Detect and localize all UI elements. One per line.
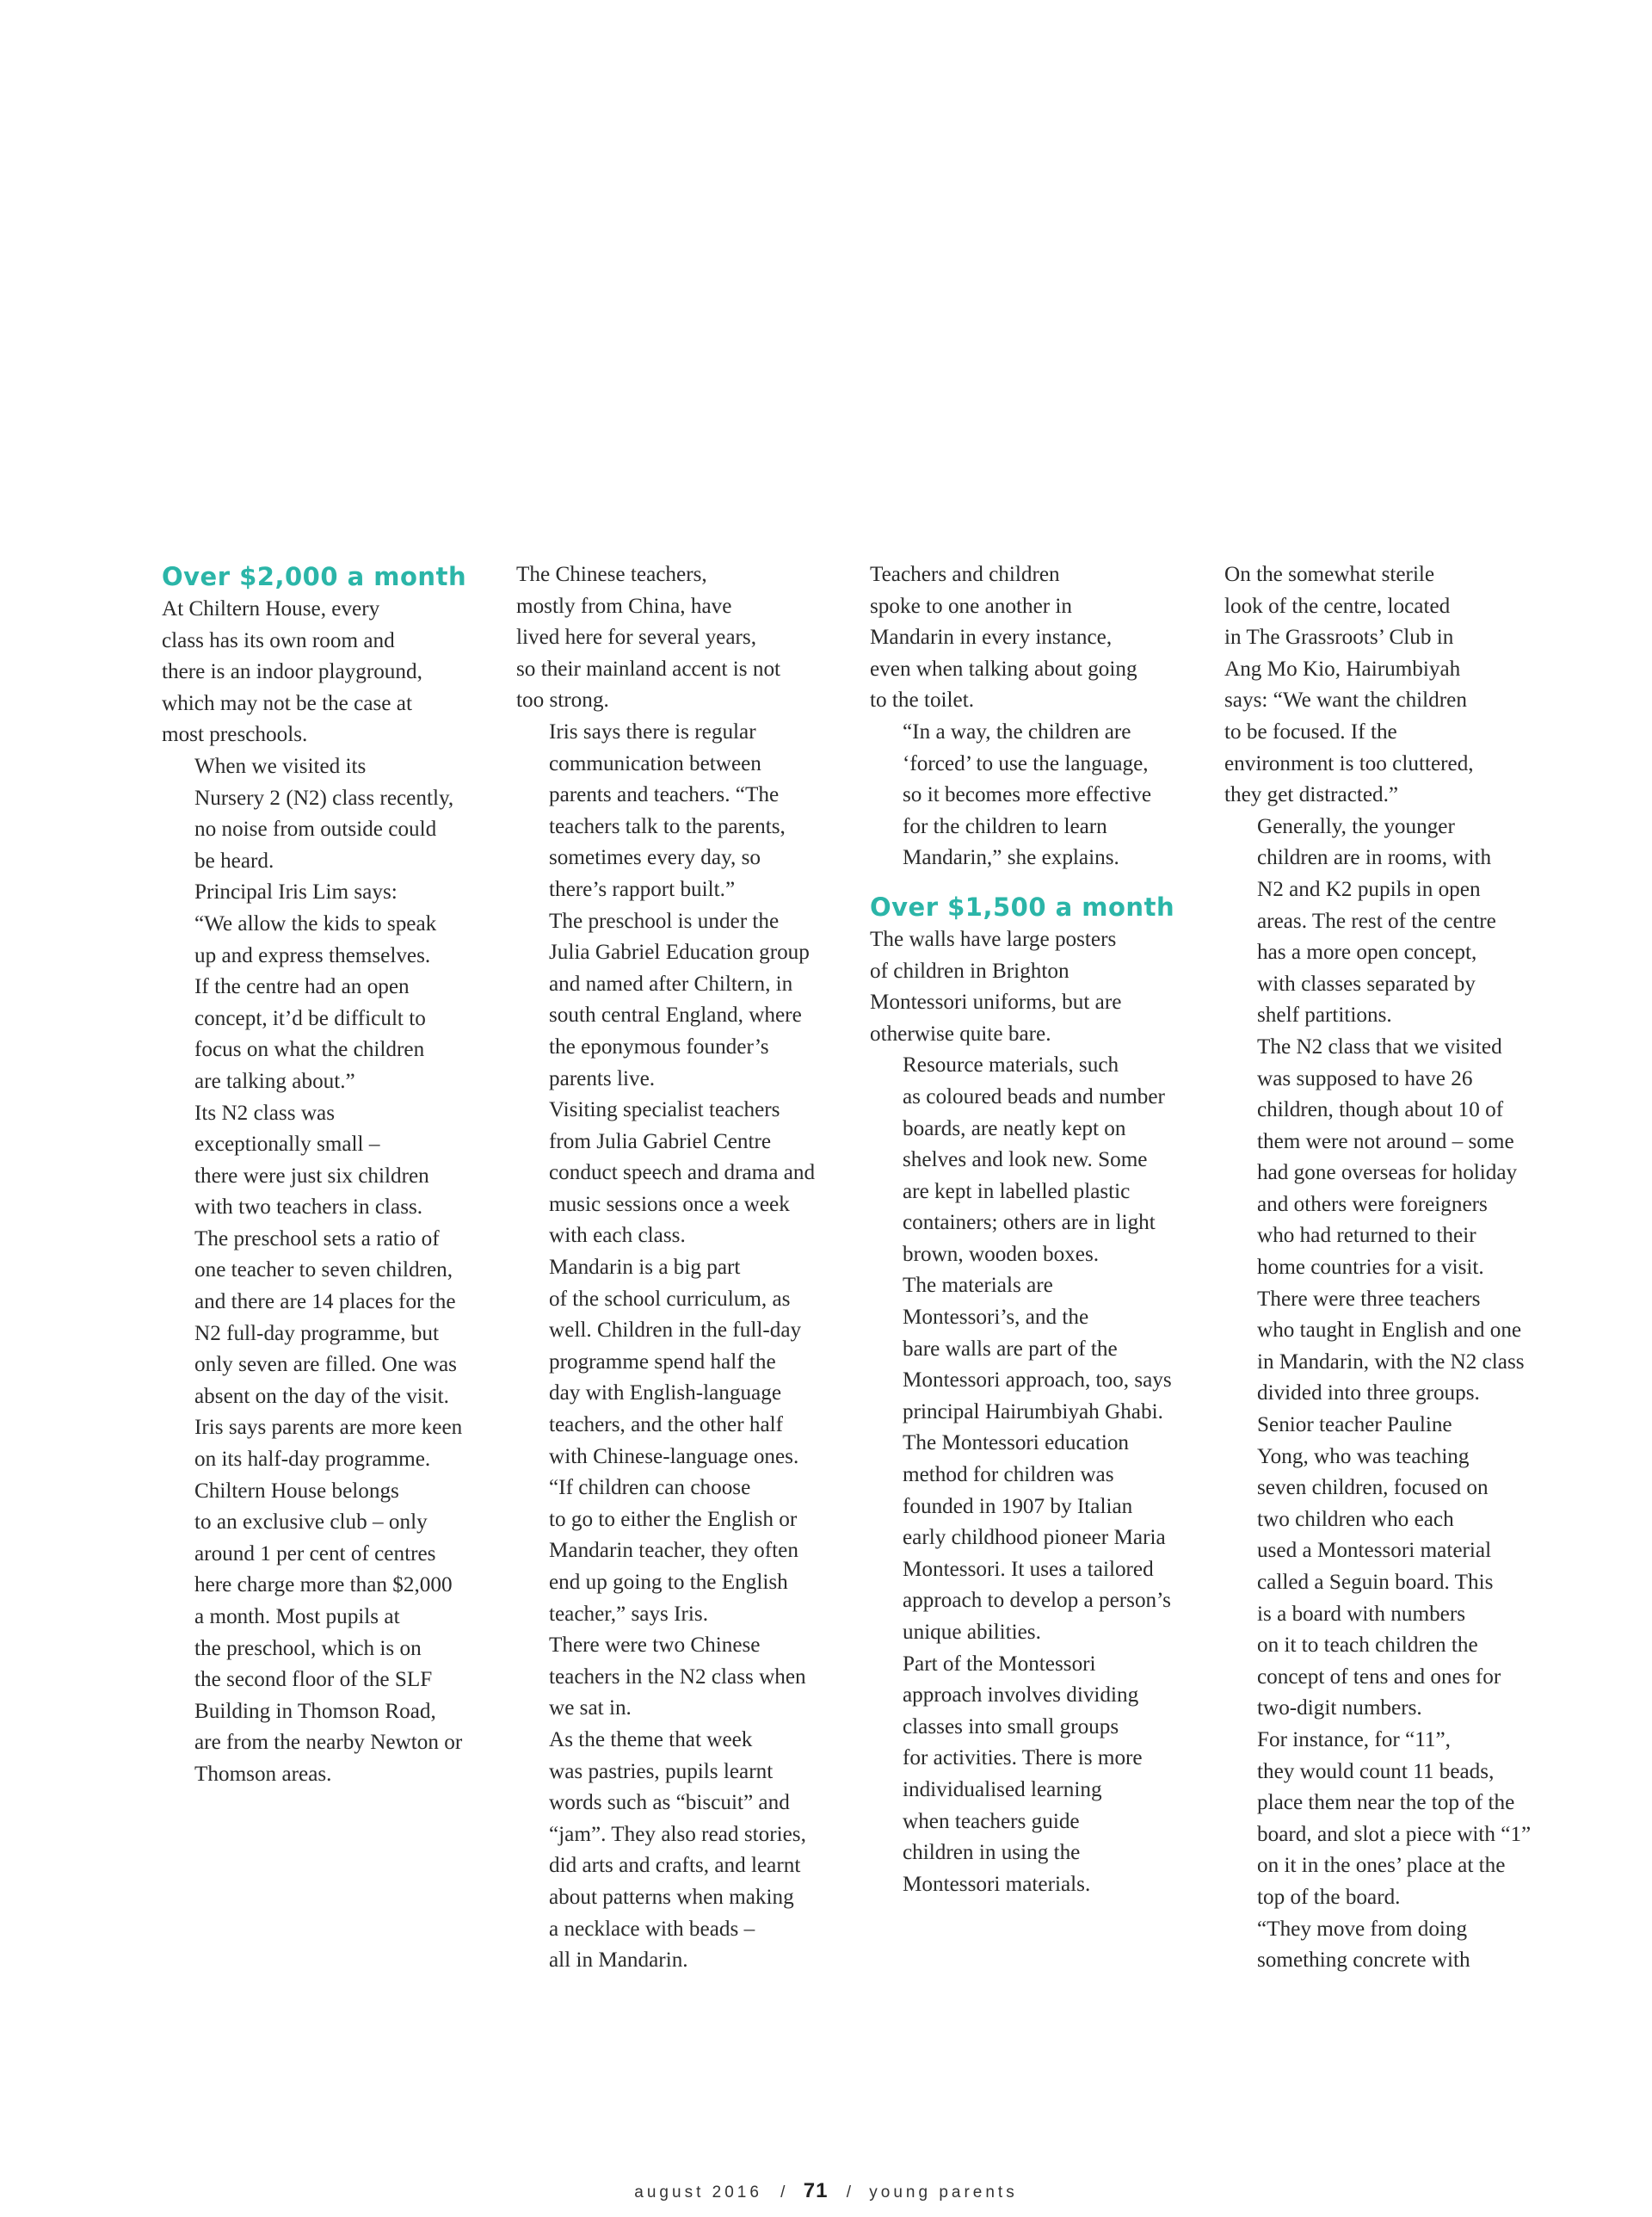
text-line: who taught in English and one xyxy=(1257,1318,1522,1343)
paragraph xyxy=(516,559,854,717)
column-3 xyxy=(870,559,1207,1900)
text-line: day with English-language xyxy=(549,1381,782,1405)
text-line: are kept in labelled plastic xyxy=(903,1179,1131,1203)
text-line: Resource materials, such xyxy=(903,1053,1119,1078)
text-line: children, though about 10 of xyxy=(1257,1098,1504,1122)
text-line: teacher,” says Iris. xyxy=(549,1602,709,1626)
text-line: are talking about.” xyxy=(194,1069,355,1093)
paragraph xyxy=(516,906,854,1096)
text-line: class has its own room and xyxy=(162,628,395,652)
text-line: parents live. xyxy=(549,1066,656,1090)
footer-separator: / xyxy=(780,2183,786,2202)
text-line: brown, wooden boxes. xyxy=(903,1242,1100,1266)
text-line: in The Grassroots’ Club in xyxy=(1224,626,1454,650)
text-line: At Chiltern House, every xyxy=(162,597,380,621)
text-line: The preschool is under the xyxy=(549,909,780,933)
column-4 xyxy=(1224,559,1562,1977)
text-line: home countries for a visit. xyxy=(1257,1256,1484,1280)
text-line: mostly from China, have xyxy=(516,594,732,618)
text-line: around 1 per cent of centres xyxy=(194,1541,436,1565)
paragraph xyxy=(516,1630,854,1725)
text-line: with classes separated by xyxy=(1257,972,1476,996)
text-line: when teachers guide xyxy=(903,1809,1080,1833)
text-line: ‘forced’ to use the language, xyxy=(903,751,1149,775)
text-line: had gone overseas for holiday xyxy=(1257,1161,1518,1185)
paragraph xyxy=(162,594,499,751)
text-line: here charge more than $2,000 xyxy=(194,1573,453,1597)
paragraph xyxy=(1224,1725,1562,1914)
text-line: “We allow the kids to speak xyxy=(194,911,437,936)
text-line: so their mainland accent is not xyxy=(516,657,781,681)
text-line: Montessori materials. xyxy=(903,1872,1091,1896)
text-line: on its half-day programme. xyxy=(194,1448,431,1472)
text-line: “If children can choose xyxy=(549,1476,751,1500)
text-line: approach involves dividing xyxy=(903,1683,1139,1708)
paragraph xyxy=(516,1095,854,1252)
text-line: one teacher to seven children, xyxy=(194,1258,453,1282)
paragraph xyxy=(516,1252,854,1473)
text-line: all in Mandarin. xyxy=(549,1948,688,1973)
text-line: Senior teacher Pauline xyxy=(1257,1413,1452,1437)
text-line: otherwise quite bare. xyxy=(870,1022,1051,1046)
text-line: and there are 14 places for the xyxy=(194,1290,456,1314)
paragraph xyxy=(162,751,499,877)
text-line: There were two Chinese xyxy=(549,1633,761,1658)
text-line: The preschool sets a ratio of xyxy=(194,1226,440,1251)
text-line: teachers talk to the parents, xyxy=(549,814,786,838)
text-line: is a board with numbers xyxy=(1257,1602,1466,1626)
text-line: are from the nearby Newton or xyxy=(194,1731,463,1755)
text-line: Yong, who was teaching xyxy=(1257,1444,1470,1468)
text-line: end up going to the English xyxy=(549,1571,788,1594)
text-line: the second floor of the SLF xyxy=(194,1668,433,1692)
text-line: from Julia Gabriel Centre xyxy=(549,1129,772,1153)
text-line: Montessori uniforms, but are xyxy=(870,991,1122,1015)
text-line: divided into three groups. xyxy=(1257,1381,1480,1405)
text-line: N2 and K2 pupils in open xyxy=(1257,877,1481,901)
text-line: they get distracted.” xyxy=(1224,783,1399,807)
text-line: even when talking about going xyxy=(870,657,1137,681)
paragraph xyxy=(870,1649,1207,1901)
text-line: Thomson areas. xyxy=(194,1762,332,1786)
text-line: of children in Brighton xyxy=(870,959,1069,983)
text-line: Julia Gabriel Education group xyxy=(549,941,810,965)
text-line: Montessori approach, too, says xyxy=(903,1368,1172,1393)
text-line: was supposed to have 26 xyxy=(1257,1066,1473,1090)
text-line: called a Seguin board. This xyxy=(1257,1571,1494,1594)
paragraph xyxy=(162,1098,499,1224)
text-line: The materials are xyxy=(903,1274,1053,1298)
text-line: board, and slot a piece with “1” xyxy=(1257,1822,1532,1846)
text-line: sometimes every day, so xyxy=(549,846,761,870)
text-line: was pastries, pupils learnt xyxy=(549,1759,774,1783)
text-line: on it in the ones’ place at the xyxy=(1257,1854,1506,1878)
paragraph xyxy=(162,1476,499,1791)
text-line: Principal Iris Lim says: xyxy=(194,880,398,905)
text-line: There were three teachers xyxy=(1257,1287,1481,1311)
paragraph xyxy=(1224,812,1562,1032)
text-line: children in using the xyxy=(903,1841,1081,1865)
text-line: founded in 1907 by Italian xyxy=(903,1494,1133,1518)
text-line: The Montessori education xyxy=(903,1431,1130,1455)
text-line: The walls have large posters xyxy=(870,927,1117,951)
text-line: The Chinese teachers, xyxy=(516,563,707,586)
text-line: Teachers and children xyxy=(870,563,1060,586)
text-line: we sat in. xyxy=(549,1696,632,1720)
text-line: environment is too cluttered, xyxy=(1224,751,1474,775)
text-line: for the children to learn xyxy=(903,814,1107,838)
text-line: Its N2 class was xyxy=(194,1101,335,1125)
text-line: says: “We want the children xyxy=(1224,689,1467,713)
text-line: Iris says there is regular xyxy=(549,719,756,744)
text-line: Chiltern House belongs xyxy=(194,1479,399,1503)
paragraph xyxy=(1224,1032,1562,1284)
text-line: two-digit numbers. xyxy=(1257,1696,1422,1720)
text-line: only seven are filled. One was xyxy=(194,1353,457,1377)
text-line: Mandarin teacher, they often xyxy=(549,1539,798,1563)
text-line: words such as “biscuit” and xyxy=(549,1791,790,1815)
text-line: for activities. There is more xyxy=(903,1746,1143,1770)
text-line: individualised learning xyxy=(903,1777,1102,1801)
text-line: As the theme that week xyxy=(549,1727,753,1751)
text-line: there’s rapport built.” xyxy=(549,877,736,901)
text-line: “jam”. They also read stories, xyxy=(549,1822,806,1846)
text-line: there is an indoor playground, xyxy=(162,660,422,684)
text-line: focus on what the children xyxy=(194,1038,425,1062)
text-line: music sessions once a week xyxy=(549,1192,790,1216)
text-line: who had returned to their xyxy=(1257,1224,1476,1248)
text-line: seven children, focused on xyxy=(1257,1476,1489,1500)
footer-separator: / xyxy=(846,2183,851,2202)
paragraph xyxy=(1224,1410,1562,1725)
text-line: containers; others are in light xyxy=(903,1211,1156,1235)
text-line: which may not be the case at xyxy=(162,691,412,715)
paragraph xyxy=(870,1270,1207,1428)
text-line: Ang Mo Kio, Hairumbiyah xyxy=(1224,657,1461,681)
text-line: and named after Chiltern, in xyxy=(549,972,793,996)
text-line: If the centre had an open xyxy=(194,975,410,999)
text-line: Mandarin,” she explains. xyxy=(903,846,1119,870)
text-line: early childhood pioneer Maria xyxy=(903,1526,1166,1550)
text-line: lived here for several years, xyxy=(516,626,757,650)
page-number: 71 xyxy=(803,2179,829,2202)
text-line: top of the board. xyxy=(1257,1885,1401,1909)
text-line: shelf partitions. xyxy=(1257,1004,1392,1028)
text-line: two children who each xyxy=(1257,1507,1454,1531)
text-line: children are in rooms, with xyxy=(1257,846,1492,870)
text-line: did arts and crafts, and learnt xyxy=(549,1854,801,1878)
text-line: exceptionally small – xyxy=(194,1133,380,1157)
text-line: parents and teachers. “The xyxy=(549,783,780,807)
text-line: shelves and look new. Some xyxy=(903,1148,1148,1172)
text-line: with each class. xyxy=(549,1224,686,1248)
page-footer xyxy=(0,2179,1652,2203)
text-line: in Mandarin, with the N2 class xyxy=(1257,1349,1525,1374)
text-line: teachers in the N2 class when xyxy=(549,1664,806,1689)
text-line: Mandarin is a big part xyxy=(549,1256,741,1280)
paragraph xyxy=(870,924,1207,1050)
text-line: The N2 class that we visited xyxy=(1257,1034,1502,1059)
text-line: boards, are neatly kept on xyxy=(903,1116,1126,1140)
text-line: place them near the top of the xyxy=(1257,1791,1515,1815)
paragraph xyxy=(162,877,499,1097)
text-line: teachers, and the other half xyxy=(549,1413,784,1437)
column-1 xyxy=(162,559,499,1791)
footer-month-year: august 2016 xyxy=(634,2183,762,2202)
text-line: up and express themselves. xyxy=(194,943,431,967)
text-line: well. Children in the full-day xyxy=(549,1318,802,1343)
text-line: there were just six children xyxy=(194,1164,429,1188)
text-line: to the toilet. xyxy=(870,689,975,713)
text-line: them were not around – some xyxy=(1257,1129,1514,1153)
text-line: no noise from outside could xyxy=(194,818,437,842)
paragraph xyxy=(516,717,854,906)
text-line: too strong. xyxy=(516,689,609,713)
text-line: south central England, where xyxy=(549,1004,802,1028)
text-line: a necklace with beads – xyxy=(549,1917,755,1941)
text-line: unique abilities. xyxy=(903,1621,1041,1644)
text-line: to be focused. If the xyxy=(1224,719,1397,744)
text-line: Part of the Montessori xyxy=(903,1652,1096,1676)
text-line: programme spend half the xyxy=(549,1349,776,1374)
text-line: classes into small groups xyxy=(903,1714,1119,1738)
paragraph xyxy=(870,559,1207,717)
column-2 xyxy=(516,559,854,1977)
text-line: concept, it’d be difficult to xyxy=(194,1006,426,1030)
text-line: concept of tens and ones for xyxy=(1257,1664,1501,1689)
text-line: of the school curriculum, as xyxy=(549,1287,791,1311)
text-line: with two teachers in class. xyxy=(194,1195,423,1220)
text-line: the preschool, which is on xyxy=(194,1636,422,1660)
section-heading-over-1500: Over $1,500 a month xyxy=(870,892,1175,922)
text-line: spoke to one another in xyxy=(870,594,1073,618)
text-line: For instance, for “11”, xyxy=(1257,1727,1451,1751)
paragraph xyxy=(870,1428,1207,1648)
footer-magazine-name: young parents xyxy=(869,2183,1018,2202)
text-line: principal Hairumbiyah Ghabi. xyxy=(903,1399,1163,1423)
text-line: Mandarin in every instance, xyxy=(870,626,1113,650)
paragraph xyxy=(516,1725,854,1977)
text-line: approach to develop a person’s xyxy=(903,1589,1171,1613)
text-line: look of the centre, located xyxy=(1224,594,1451,618)
text-line: “They move from doing xyxy=(1257,1917,1468,1941)
paragraph xyxy=(1224,1284,1562,1410)
text-line: bare walls are part of the xyxy=(903,1337,1118,1361)
paragraph xyxy=(516,1473,854,1630)
text-line: a month. Most pupils at xyxy=(194,1605,400,1628)
text-line: method for children was xyxy=(903,1463,1114,1487)
paragraph xyxy=(870,1050,1207,1270)
text-line: Building in Thomson Road, xyxy=(194,1699,436,1723)
paragraph xyxy=(1224,1914,1562,1977)
text-line: conduct speech and drama and xyxy=(549,1161,816,1185)
section-heading-over-2000: Over $2,000 a month xyxy=(162,562,467,591)
text-line: to go to either the English or xyxy=(549,1507,798,1531)
text-line: On the somewhat sterile xyxy=(1224,563,1435,586)
paragraph xyxy=(162,1224,499,1476)
text-line: to an exclusive club – only xyxy=(194,1510,428,1535)
text-line: something concrete with xyxy=(1257,1948,1470,1973)
text-line: has a more open concept, xyxy=(1257,941,1477,965)
text-line: N2 full-day programme, but xyxy=(194,1321,439,1345)
text-line: be heard. xyxy=(194,849,274,873)
text-line: Montessori’s, and the xyxy=(903,1306,1089,1330)
paragraph xyxy=(870,717,1207,874)
text-line: “In a way, the children are xyxy=(903,719,1131,744)
text-line: with Chinese-language ones. xyxy=(549,1444,799,1468)
text-line: absent on the day of the visit. xyxy=(194,1384,449,1408)
text-line: Nursery 2 (N2) class recently, xyxy=(194,786,454,810)
text-line: about patterns when making xyxy=(549,1885,794,1909)
text-line: used a Montessori material xyxy=(1257,1539,1492,1563)
paragraph xyxy=(1224,559,1562,812)
text-line: Generally, the younger xyxy=(1257,814,1455,838)
text-line: Montessori. It uses a tailored xyxy=(903,1557,1154,1581)
text-line: areas. The rest of the centre xyxy=(1257,909,1496,933)
text-line: Iris says parents are more keen xyxy=(194,1416,463,1440)
text-line: Visiting specialist teachers xyxy=(549,1098,780,1122)
text-line: the eponymous founder’s xyxy=(549,1034,769,1059)
text-line: and others were foreigners xyxy=(1257,1192,1488,1216)
text-line: they would count 11 beads, xyxy=(1257,1759,1495,1783)
text-line: as coloured beads and number xyxy=(903,1084,1165,1108)
text-line: When we visited its xyxy=(194,754,367,778)
text-line: most preschools. xyxy=(162,723,308,747)
text-line: communication between xyxy=(549,751,761,775)
text-line: on it to teach children the xyxy=(1257,1633,1478,1658)
text-line: so it becomes more effective xyxy=(903,783,1152,807)
